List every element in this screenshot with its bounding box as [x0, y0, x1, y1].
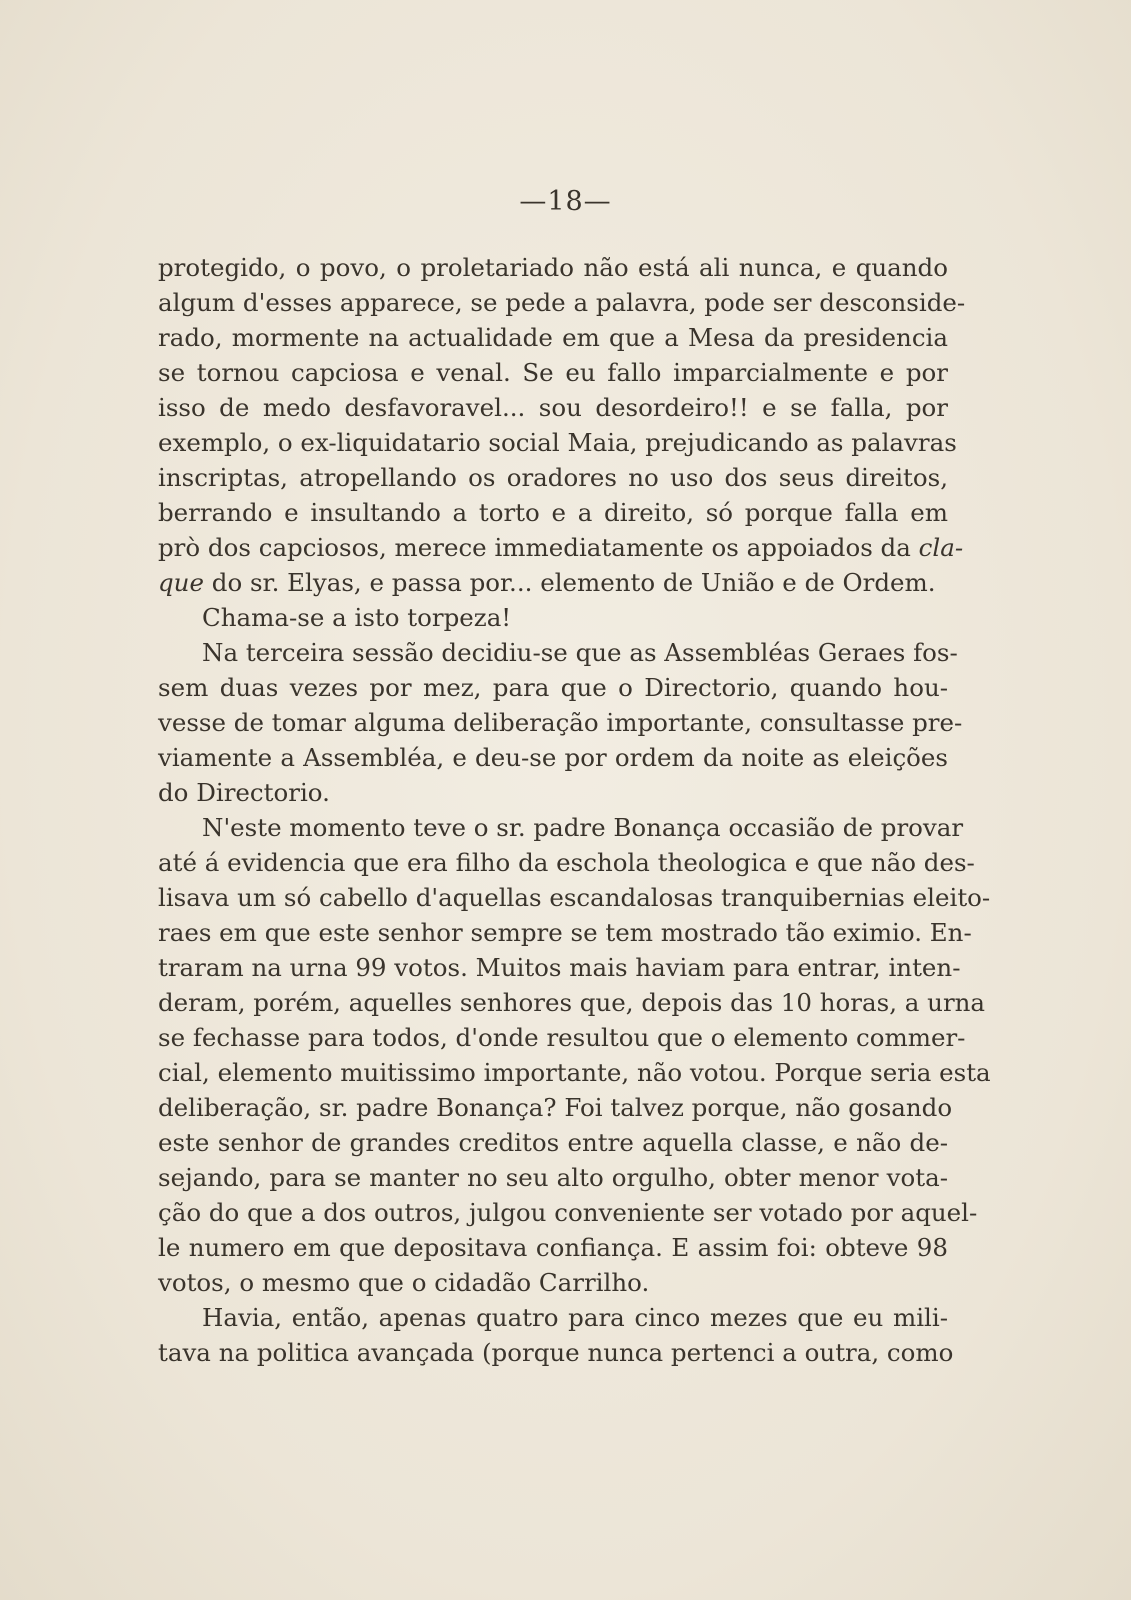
text-line-with-italic [158, 565, 948, 600]
text-segment: do sr. Elyas, e passa por... elemento de União e de Ordem. [211, 568, 936, 597]
text-line: viamente a Assembléa, e deu-se por ordem da noite as eleições [158, 743, 948, 772]
text-line: isso de medo desfavoravel... sou desordeiro!! e se falla, por [158, 393, 948, 422]
text-line: algum d'esses apparece, se pede a palavra, pode ser desconside- [158, 288, 966, 317]
text-line: até á evidencia que era filho da eschola theologica e que não des- [158, 848, 975, 877]
text-line: Na terceira sessão decidiu-se que as Assembléas Geraes fos- [202, 638, 958, 667]
text-line: traram na urna 99 votos. Muitos mais haviam para entrar, inten- [158, 953, 961, 982]
text-line: do Directorio. [158, 778, 330, 807]
text-line: sem duas vezes por mez, para que o Directorio, quando hou- [158, 673, 948, 702]
text-line: raes em que este senhor sempre se tem mostrado tão eximio. En- [158, 918, 972, 947]
text-line: votos, o mesmo que o cidadão Carrilho. [158, 1268, 650, 1297]
text-line: sejando, para se manter no seu alto orgulho, obter menor vota- [158, 1163, 948, 1192]
text-line: le numero em que depositava confiança. E assim foi: obteve 98 [158, 1233, 948, 1262]
body-text [158, 250, 991, 1370]
text-line: este senhor de grandes creditos entre aquella classe, e não de- [158, 1128, 948, 1157]
text-line: deliberação, sr. padre Bonança? Foi talvez porque, não gosando [158, 1093, 953, 1122]
text-line: se fechasse para todos, d'onde resultou que o elemento commer- [158, 1023, 966, 1052]
text-line: vesse de tomar alguma deliberação importante, consultasse pre- [158, 708, 963, 737]
text-line-with-italic [158, 530, 964, 565]
text-line: inscriptas, atropellando os oradores no uso dos seus direitos, [158, 463, 948, 492]
text-line: exemplo, o ex-liquidatario social Maia, prejudicando as palavras [158, 428, 957, 457]
text-line: rado, mormente na actualidade em que a Mesa da presidencia [158, 323, 948, 352]
italic-word: que [158, 568, 204, 597]
text-line: Havia, então, apenas quatro para cinco mezes que eu mili- [202, 1303, 948, 1332]
text-line: N'este momento teve o sr. padre Bonança occasião de provar [202, 813, 964, 842]
text-line: protegido, o povo, o proletariado não está ali nunca, e quando [158, 253, 948, 282]
text-segment: prò dos capciosos, merece immediatamente os appoiados da [158, 533, 911, 562]
text-line: cial, elemento muitissimo importante, não votou. Porque seria esta [158, 1058, 991, 1087]
italic-word: cla- [918, 533, 964, 562]
text-line: ção do que a dos outros, julgou conveniente ser votado por aquel- [158, 1198, 978, 1227]
text-line: Chama-se a isto torpeza! [202, 603, 512, 632]
text-line: lisava um só cabello d'aquellas escandalosas tranquibernias eleito- [158, 883, 991, 912]
text-line: deram, porém, aquelles senhores que, depois das 10 horas, a urna [158, 988, 986, 1017]
text-line: berrando e insultando a torto e a direito, só porque falla em [158, 498, 948, 527]
page-number: —18— [519, 186, 612, 217]
text-line: tava na politica avançada (porque nunca pertenci a outra, como [158, 1338, 954, 1367]
text-line: se tornou capciosa e venal. Se eu fallo imparcialmente e por [158, 358, 948, 387]
